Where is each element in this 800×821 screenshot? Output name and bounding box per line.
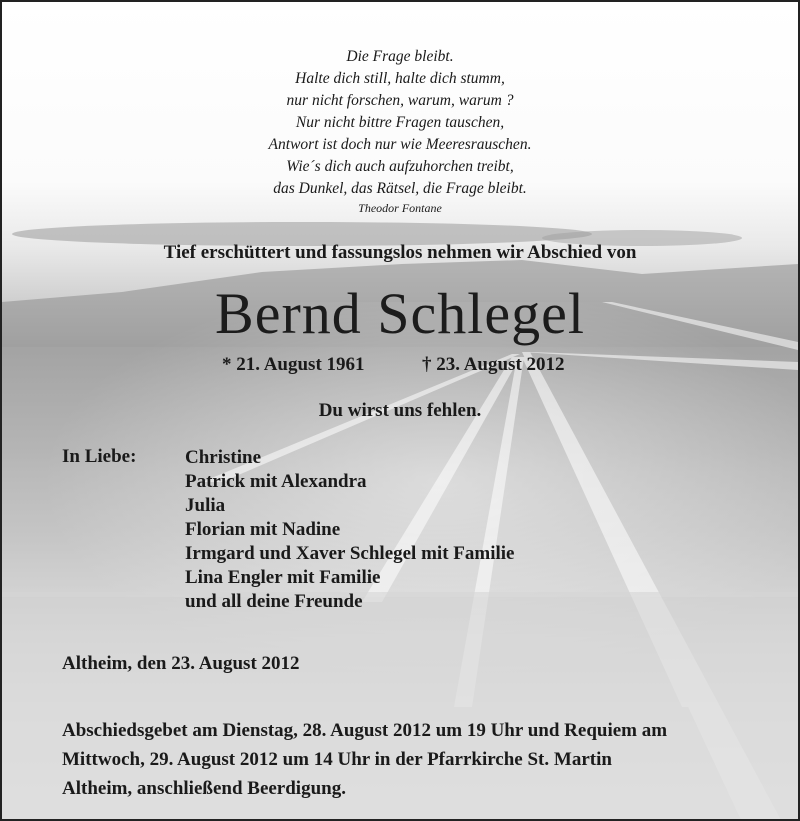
mourner-name: Christine — [185, 447, 261, 468]
poem-line: Halte dich still, halte dich stumm, — [295, 70, 505, 87]
service-line: Abschiedsgebet am Dienstag, 28. August 2012 um 19 Uhr und Requiem am — [62, 720, 668, 741]
poem-line: das Dunkel, das Rätsel, die Frage bleibt. — [273, 180, 527, 197]
poem-line: Wie´s dich auch aufzuhorchen treibt, — [286, 158, 514, 175]
mourners-label: In Liebe: — [62, 446, 137, 467]
mourner-name: Irmgard und Xaver Schlegel mit Familie — [185, 543, 515, 564]
intro-text: Tief erschüttert und fassungslos nehmen wir Abschied von — [163, 242, 637, 263]
service-line: Altheim, anschließend Beerdigung. — [62, 778, 346, 799]
service-line: Mittwoch, 29. August 2012 um 14 Uhr in der Pfarrkirche St. Martin — [62, 749, 612, 770]
mourner-name: Lina Engler mit Familie — [185, 567, 381, 588]
poem-line: Antwort ist doch nur wie Meeresrauschen. — [268, 136, 532, 153]
birth-date: * 21. August 1961 — [222, 354, 365, 375]
place-date: Altheim, den 23. August 2012 — [62, 653, 300, 674]
poem-line: nur nicht forschen, warum, warum ? — [286, 92, 514, 109]
poem-line: Die Frage bleibt. — [346, 48, 454, 65]
mourners-list — [185, 446, 514, 614]
mourner-name: Patrick mit Alexandra — [185, 471, 367, 492]
mourner-name: Julia — [185, 495, 226, 516]
deceased-name: Bernd Schlegel — [215, 281, 585, 346]
farewell-message: Du wirst uns fehlen. — [318, 400, 482, 421]
mourner-name: Florian mit Nadine — [185, 519, 341, 540]
death-date: † 23. August 2012 — [422, 354, 565, 375]
mourner-name: und all deine Freunde — [185, 591, 363, 612]
service-details — [62, 716, 762, 803]
poem-author: Theodor Fontane — [358, 201, 442, 215]
poem — [2, 46, 798, 216]
poem-line: Nur nicht bittre Fragen tauschen, — [295, 114, 505, 131]
